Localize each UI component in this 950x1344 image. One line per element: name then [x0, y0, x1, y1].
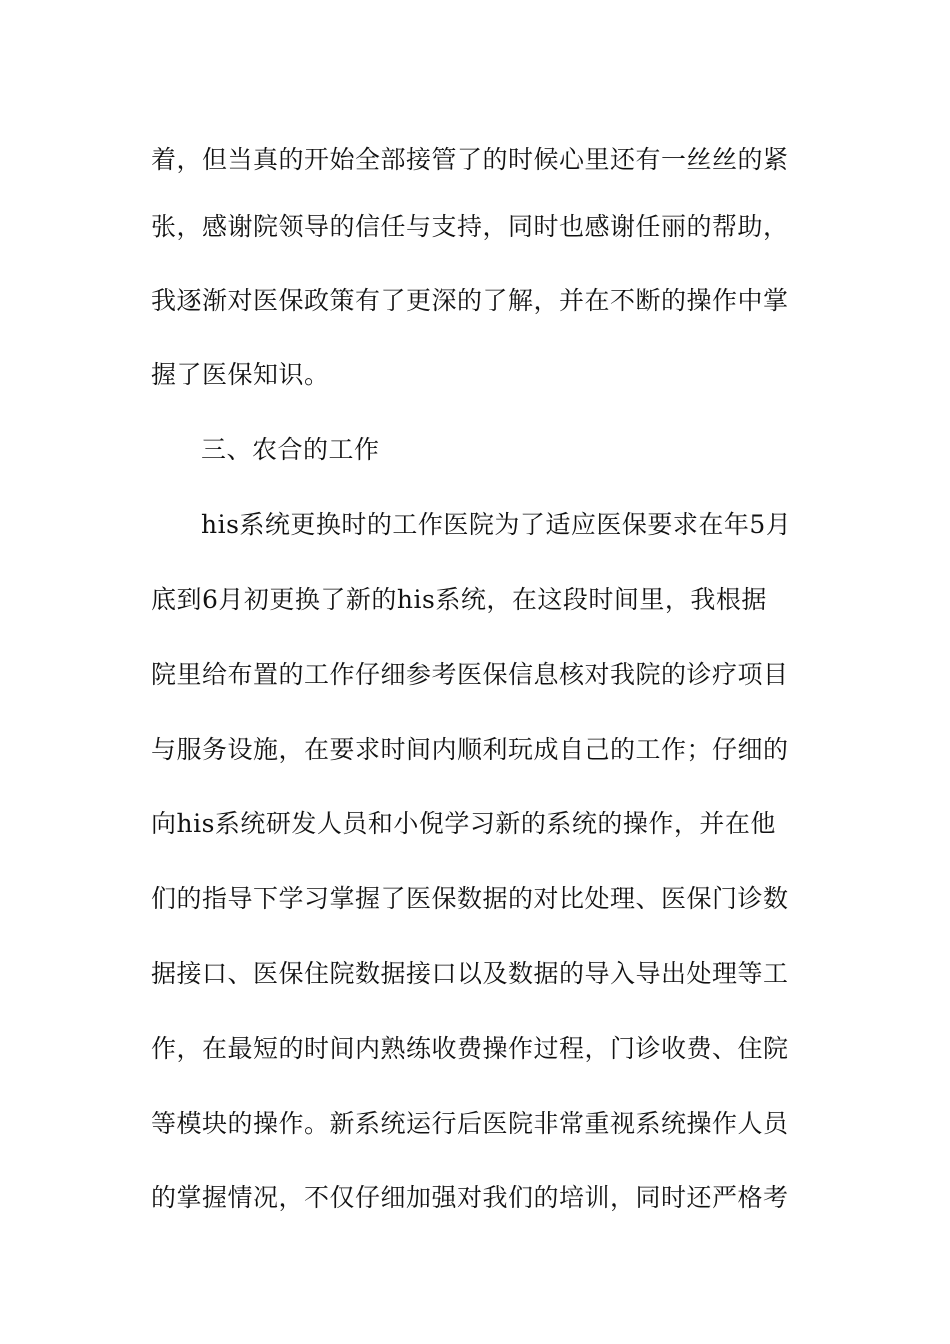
- paragraph-line: 向his系统研发人员和小倪学习新的系统的操作，并在他: [151, 809, 776, 838]
- paragraph-line: his系统更换时的工作医院为了适应医保要求在年5月: [201, 510, 792, 539]
- paragraph-line: 据接口、医保住院数据接口以及数据的导入导出处理等工: [151, 959, 789, 988]
- paragraph-line: 我逐渐对医保政策有了更深的了解，并在不断的操作中掌: [151, 286, 789, 315]
- paragraph-line: 作，在最短的时间内熟练收费操作过程，门诊收费、住院: [151, 1034, 789, 1063]
- paragraph-line: 着，但当真的开始全部接管了的时候心里还有一丝丝的紧: [151, 145, 789, 174]
- paragraph-line: 等模块的操作。新系统运行后医院非常重视系统操作人员: [151, 1109, 789, 1138]
- paragraph-line: 的掌握情况，不仅仔细加强对我们的培训，同时还严格考: [151, 1183, 789, 1212]
- paragraph-line: 握了医保知识。: [151, 360, 330, 389]
- paragraph-line: 底到6月初更换了新的his系统，在这段时间里，我根据: [151, 585, 767, 614]
- section-heading: 三、农合的工作: [201, 435, 380, 464]
- paragraph-line: 与服务设施，在要求时间内顺利玩成自己的工作；仔细的: [151, 735, 789, 764]
- paragraph-line: 张，感谢院领导的信任与支持，同时也感谢任丽的帮助，: [151, 212, 789, 241]
- paragraph-line: 院里给布置的工作仔细参考医保信息核对我院的诊疗项目: [151, 660, 789, 689]
- paragraph-line: 们的指导下学习掌握了医保数据的对比处理、医保门诊数: [151, 884, 789, 913]
